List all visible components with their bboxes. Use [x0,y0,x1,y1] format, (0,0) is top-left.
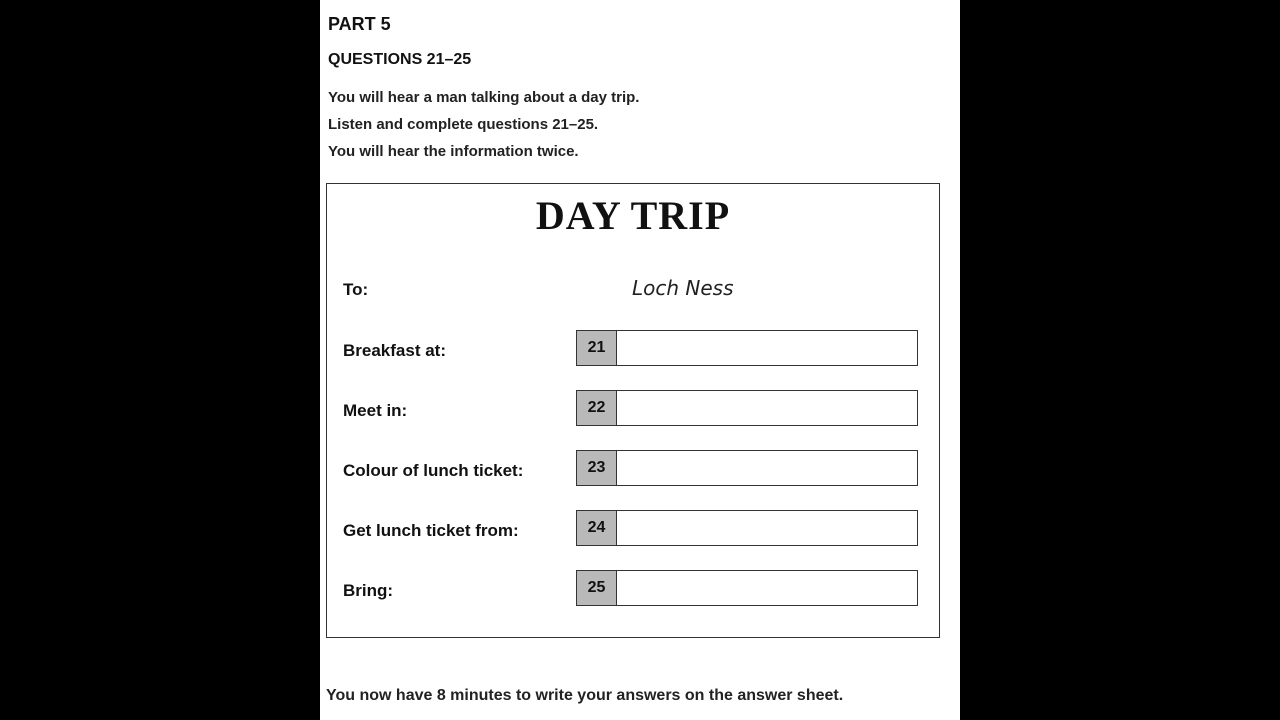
question-21-input[interactable] [618,331,917,365]
to-answer: Loch Ness [632,276,734,300]
to-label: To: [343,280,369,299]
footer-instruction: You now have 8 minutes to write your answers on the answer sheet. [326,687,844,704]
worksheet-page [320,0,960,720]
form-title: DAY TRIP [535,193,731,238]
question-23-field[interactable] [576,450,918,486]
question-22-input[interactable] [618,391,917,425]
question-24-field[interactable] [576,510,918,546]
question-21-label: Breakfast at: [343,341,446,360]
part-title: PART 5 [328,14,391,34]
day-trip-form [326,183,940,638]
question-22-label: Meet in: [343,401,408,420]
question-24-number: 24 [577,511,617,545]
question-25-label: Bring: [343,581,394,600]
question-23-input[interactable] [618,451,917,485]
question-21-field[interactable] [576,330,918,366]
question-25-field[interactable] [576,570,918,606]
questions-title: QUESTIONS 21–25 [328,51,472,68]
question-23-number: 23 [577,451,617,485]
instruction-2: Listen and complete questions 21–25. [328,116,599,133]
question-23-label: Colour of lunch ticket: [343,461,524,480]
instruction-3: You will hear the information twice. [328,143,579,160]
question-22-number: 22 [577,391,617,425]
question-24-label: Get lunch ticket from: [343,521,519,540]
question-22-field[interactable] [576,390,918,426]
instruction-1: You will hear a man talking about a day trip. [328,89,640,106]
question-25-input[interactable] [618,571,917,605]
question-21-number: 21 [577,331,617,365]
question-24-input[interactable] [618,511,917,545]
question-25-number: 25 [577,571,617,605]
